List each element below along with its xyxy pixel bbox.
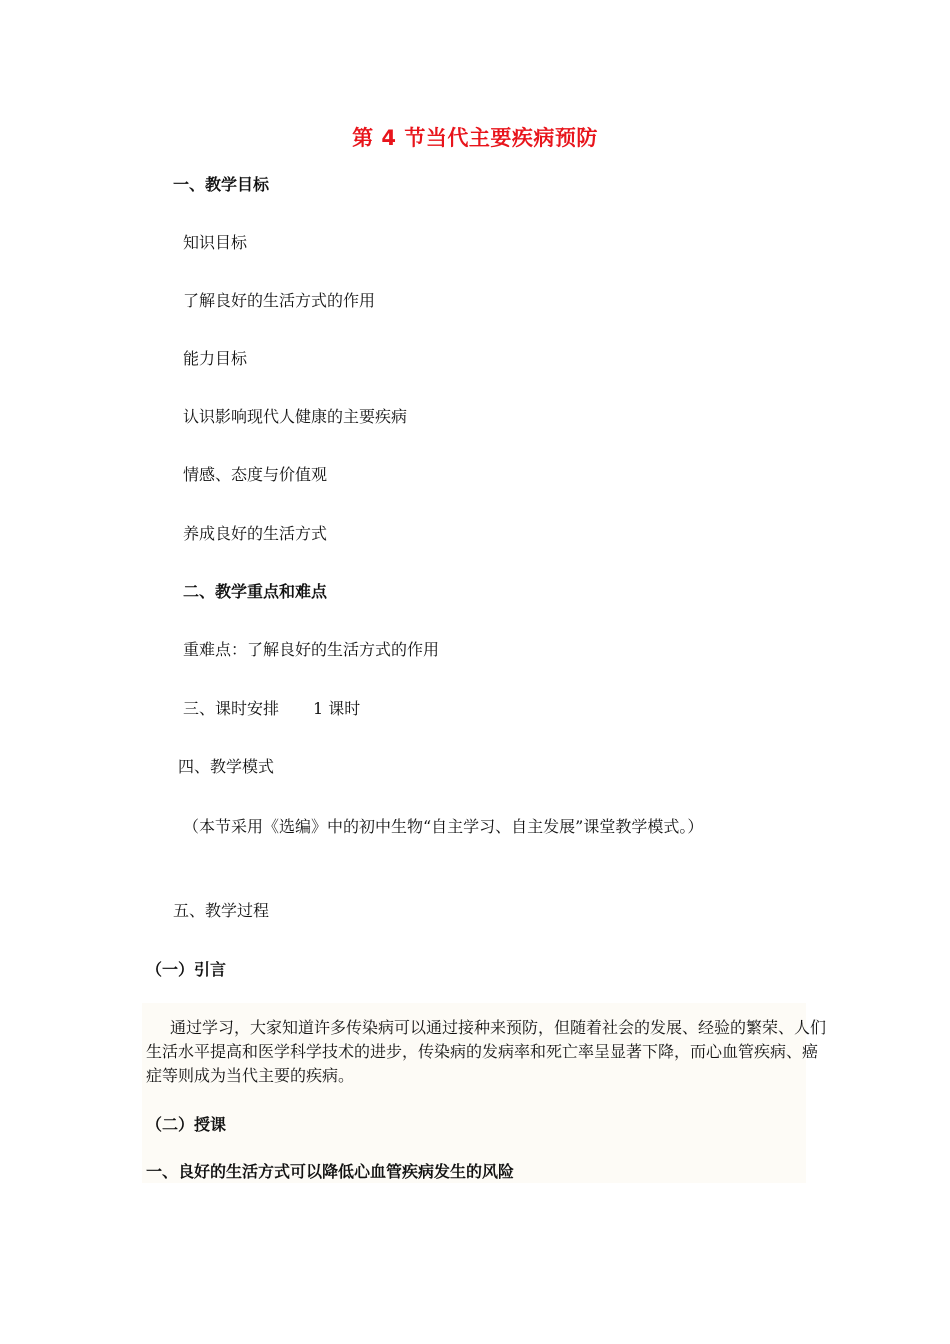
ability-goal-text: 认识影响现代人健康的主要疾病 — [183, 407, 408, 426]
ability-goal-label: 能力目标 — [183, 349, 248, 368]
key-points-heading: 二、教学重点和难点 — [183, 582, 328, 601]
mode-text: （本节采用《选编》中的初中生物“自主学习、自主发展”课堂教学模式。） — [183, 817, 704, 836]
intro-paragraph: 通过学习，大家知道许多传染病可以通过接种来预防，但随着社会的发展、经验的繁荣、人们生活水平提高和医学科学技术的进步，传染病的发病率和死亡率呈显著下降，而心血管疾病、癌症等则成为当代主要的疾病。 — [146, 1018, 827, 1085]
mode-heading: 四、教学模式 — [178, 757, 275, 776]
key-points-text: 重难点：了解良好的生活方式的作用 — [183, 640, 440, 659]
intro-heading: （一）引言 — [146, 960, 227, 979]
goals-heading: 一、教学目标 — [173, 175, 270, 194]
attitude-goal-text: 养成良好的生活方式 — [183, 524, 328, 543]
schedule-value: 1 课时 — [313, 699, 361, 718]
attitude-goal-label: 情感、态度与价值观 — [183, 465, 328, 484]
page-title: 第 4 节当代主要疾病预防 — [352, 126, 598, 150]
knowledge-goal-text: 了解良好的生活方式的作用 — [183, 291, 376, 310]
process-heading: 五、教学过程 — [173, 901, 270, 920]
knowledge-goal-label: 知识目标 — [183, 233, 248, 252]
schedule-line — [183, 699, 360, 719]
schedule-label: 三、课时安排 — [183, 699, 280, 718]
lecture-heading: （二）授课 — [146, 1115, 227, 1134]
lecture-point-1: 一、良好的生活方式可以降低心血管疾病发生的风险 — [146, 1162, 515, 1181]
